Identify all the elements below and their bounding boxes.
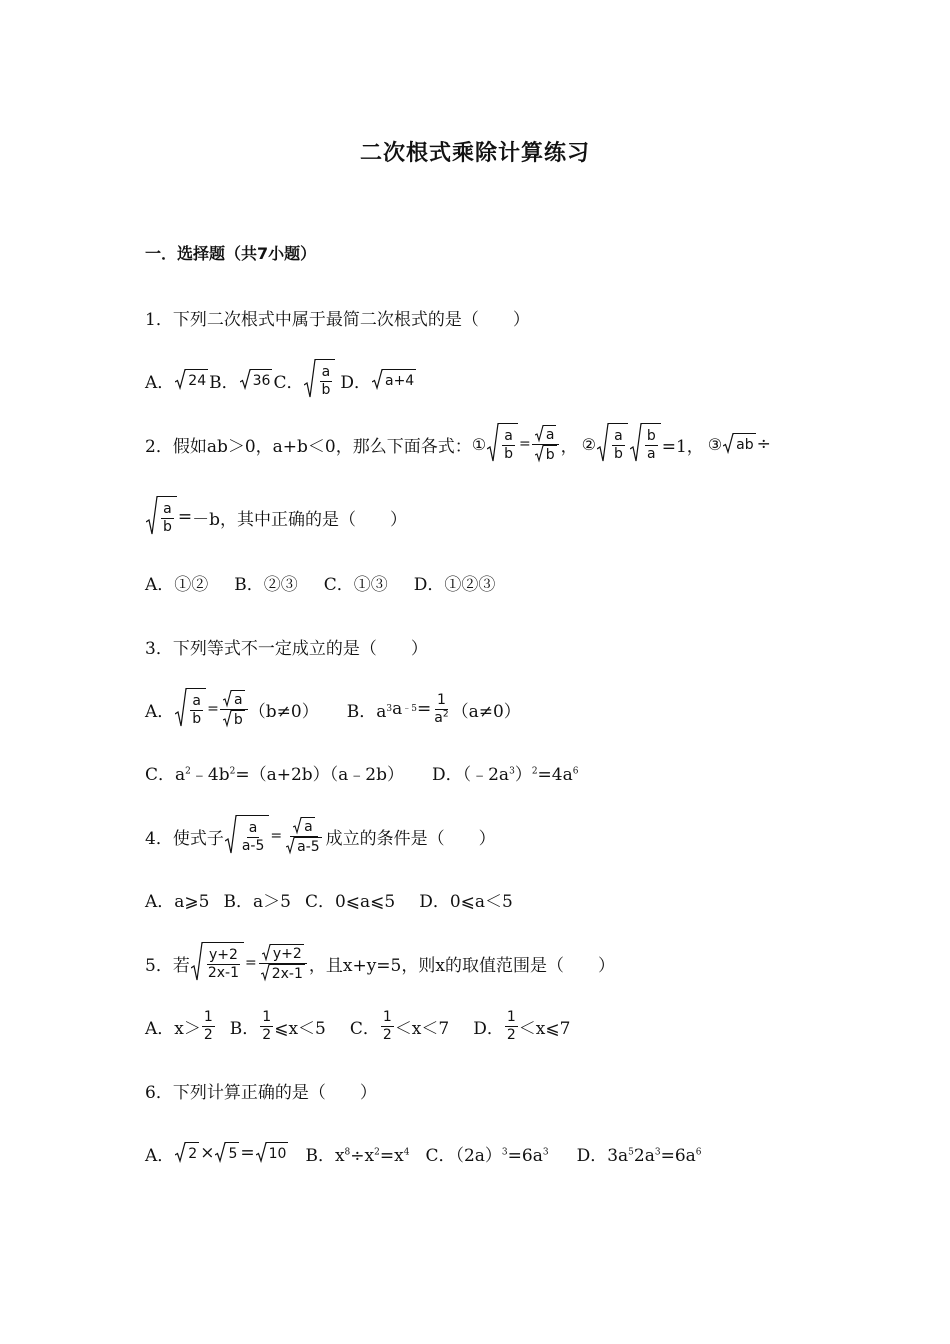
option-c: C．0⩽a⩽5 bbox=[304, 891, 396, 912]
option-c: C．$a^2﹣4b^2=(a+2b)(a﹣2b)$ bbox=[145, 764, 404, 785]
circled-3: ③ bbox=[707, 434, 723, 454]
option-c: C．$(2a)^3=6a^3$ bbox=[425, 1145, 549, 1166]
option-a-label: A． bbox=[145, 701, 175, 722]
option-b-label: B． bbox=[209, 372, 239, 393]
sqrt-a-over-b: $\frac{a}{b}$ bbox=[597, 423, 628, 465]
option-a-label: A． bbox=[145, 1145, 175, 1166]
fraction-one-half: $\frac{1}{2}$ bbox=[382, 1009, 392, 1043]
option-d: D．0⩽a＜5 bbox=[419, 891, 513, 912]
question-2-stem-continued: $\frac{a}{b}$ = －b，其中正确的是（ ） bbox=[145, 491, 407, 543]
sqrt-a-over-b: $\frac{a}{b}$ bbox=[487, 423, 518, 465]
question-5-options: A．x＞ $\frac{1}{2}$ B． $\frac{1}{2}$ ⩽x＜5 C． $\frac{1}{2}$ ＜x＜7 D． $\frac{1}{2}$ ＜x⩽7 bbox=[145, 1009, 571, 1043]
sqrt-b-over-a: $\frac{b}{a}$ bbox=[630, 423, 661, 465]
circled-2: ② bbox=[581, 434, 596, 454]
option-c: C．①③ bbox=[323, 574, 388, 595]
option-c-label: C． bbox=[349, 1018, 380, 1039]
sqrt-2: 2 bbox=[175, 1142, 199, 1164]
sqrt-36: 36 bbox=[240, 369, 273, 391]
fraction-sqrt-a-over-sqrt-a-minus-5: $\frac{a}{a-5}$ bbox=[283, 817, 325, 854]
option-b: B．②③ bbox=[234, 574, 298, 595]
option-b: B．$x^8\div x^2=x^4$ bbox=[305, 1145, 410, 1166]
option-a: A．a⩾5 bbox=[145, 891, 210, 912]
question-1-stem: 1．下列二次根式中属于最简二次根式的是（ ） bbox=[145, 309, 530, 330]
option-c-label: C． bbox=[273, 372, 304, 393]
sqrt-a-plus-4: a+4 bbox=[372, 369, 416, 391]
question-6-options: A． 2 × 5 = 10 B．$x^8\div x^2=x^4$ C．$(2a)^3=6a^3$ D．$3a^52a^3=6a^6$ bbox=[145, 1127, 702, 1179]
question-2-options bbox=[145, 556, 495, 608]
question-4-options bbox=[145, 873, 513, 925]
fraction-sqrt-over-sqrt: $\frac{y+2}{2x-1}$ bbox=[258, 944, 308, 981]
question-4-stem: 4．使式子 $\frac{a}{a-5}$ = $\frac{a}{a-5}$ 成立的条件是（ ） bbox=[145, 810, 496, 862]
fraction-1-over-a-squared: $\frac{1}{a^2}$ bbox=[434, 692, 449, 726]
sqrt-5: 5 bbox=[215, 1142, 239, 1164]
section-heading: 一．选择题（共7小题） bbox=[145, 244, 317, 263]
option-b-label: B． bbox=[229, 1018, 260, 1039]
option-a-label: A． bbox=[145, 372, 175, 393]
fraction-sqrt-a-over-sqrt-b: $\frac{a}{b}$ bbox=[220, 690, 248, 727]
sqrt-y-plus-2-over-2x-minus-1: $\frac{y+2}{2x-1}$ bbox=[191, 942, 244, 984]
sqrt-ab: ab bbox=[723, 433, 755, 455]
fraction-one-half: $\frac{1}{2}$ bbox=[203, 1009, 213, 1043]
option-d-label: D． bbox=[340, 372, 371, 393]
sqrt-a-over-b: $\frac{a}{b}$ bbox=[304, 359, 335, 401]
option-d: D．$(﹣2a^3)^2=4a^6$ bbox=[431, 764, 579, 785]
fraction-sqrt-a-over-sqrt-b: $\frac{a}{b}$ bbox=[532, 425, 560, 462]
question-6-stem: 6．下列计算正确的是（ ） bbox=[145, 1082, 377, 1103]
option-a-label: A．x＞ bbox=[145, 1018, 201, 1039]
option-d: D．$3a^52a^3=6a^6$ bbox=[576, 1145, 702, 1166]
question-2-stem: 2．假如ab＞0，a+b＜0，那么下面各式： ① $\frac{a}{b}$ = $\frac{a}{b}$ ， ② $\frac{a}{b}$ $\frac{b}{a}$ =1， ③ ab ÷ bbox=[145, 418, 771, 470]
option-b: B．a＞5 bbox=[223, 891, 291, 912]
sqrt-10: 10 bbox=[256, 1142, 289, 1164]
sqrt-a-over-a-minus-5: $\frac{a}{a-5}$ bbox=[225, 815, 270, 857]
page-title: 二次根式乘除计算练习 bbox=[359, 141, 590, 166]
fraction-one-half: $\frac{1}{2}$ bbox=[262, 1009, 272, 1043]
sqrt-a-over-b: $\frac{a}{b}$ bbox=[146, 496, 177, 538]
question-3-stem: 3．下列等式不一定成立的是（ ） bbox=[145, 638, 428, 659]
option-d: D．①②③ bbox=[413, 574, 496, 595]
option-d-label: D． bbox=[473, 1018, 504, 1039]
question-3-options-cd bbox=[145, 746, 578, 798]
question-3-options-ab: A． $\frac{a}{b}$ = $\frac{a}{b}$ （b≠0） B．a 3 a ﹣5 = $\frac{1}{a^2}$ （a≠0） bbox=[145, 683, 521, 735]
circled-1: ① bbox=[471, 434, 487, 454]
question-1-options bbox=[145, 354, 417, 406]
sqrt-24: 24 bbox=[175, 369, 208, 391]
sqrt-a-over-b: $\frac{a}{b}$ bbox=[175, 688, 206, 730]
option-a: A．①② bbox=[145, 574, 209, 595]
fraction-one-half: $\frac{1}{2}$ bbox=[506, 1009, 516, 1043]
option-b-label: B．a bbox=[346, 701, 387, 722]
question-5-stem: 5．若 $\frac{y+2}{2x-1}$ = $\frac{y+2}{2x-1}$ ，且x+y=5，则x的取值范围是（ ） bbox=[145, 937, 615, 989]
